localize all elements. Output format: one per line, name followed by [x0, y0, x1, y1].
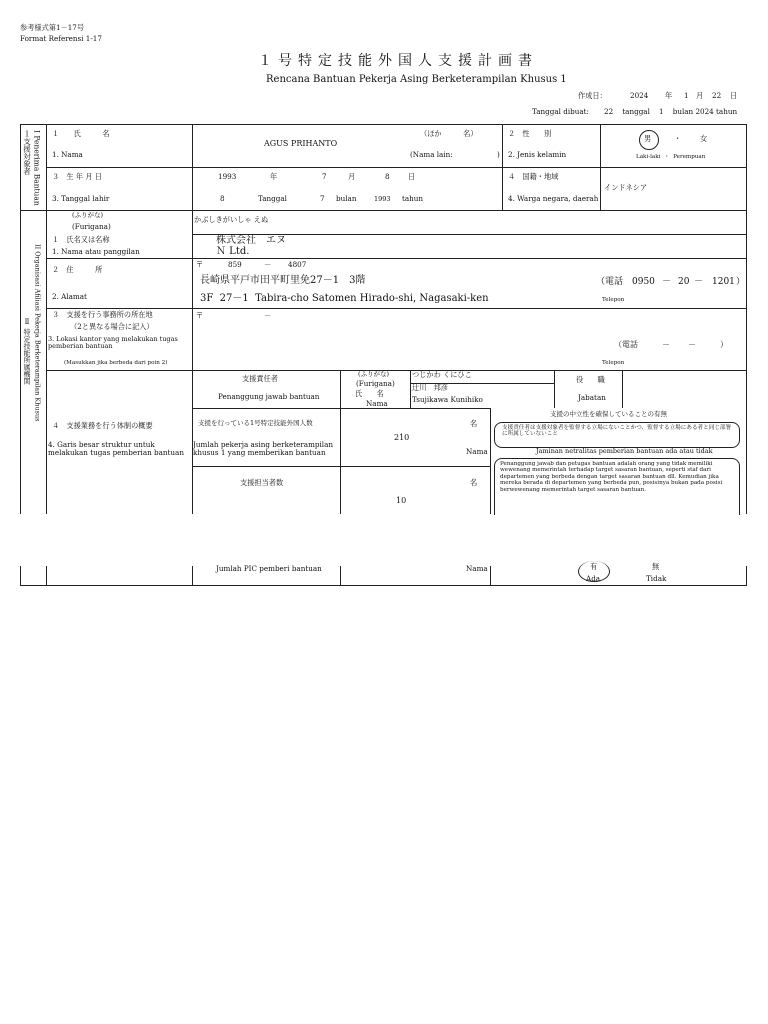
office-label-id: 3. Lokasi kantor yang melakukan tugas pemberian bantuan	[48, 335, 178, 351]
org-name-value-jp: 株式会社 エヌ	[216, 235, 286, 246]
page-title-jp: １号特定技能外国人支援計画書	[258, 53, 538, 69]
office-tel-open: （電話	[614, 340, 638, 349]
count-unit-id: Nama	[466, 447, 488, 456]
form-ref-jp: 参考様式第1－17号	[20, 23, 85, 32]
tel-part-3: 1201	[712, 277, 735, 287]
responsible-label-jp: 支援責任者	[242, 374, 278, 383]
org-furigana-label-jp: (ふりがな)	[72, 211, 104, 219]
office-tel-dash-1: －	[662, 340, 670, 349]
resp-furigana-value: つじかわ くにひこ	[412, 370, 472, 379]
nationality-label-jp: ４ 国籍・地域	[508, 172, 559, 181]
position-label-id: Jabatan	[578, 393, 606, 402]
dob-tanggal: Tanggal	[258, 194, 287, 203]
postal-code-1: 859	[228, 260, 242, 269]
section-2-label-id: II Organisasi Afiliasi Pekerja Berketerampilan Khusus	[33, 244, 42, 422]
office-postal-mark: 〒	[196, 311, 204, 320]
postal-dash: －	[264, 260, 272, 269]
sex-female-option: 女	[700, 134, 708, 143]
pic-label-id: Jumlah PIC pemberi bantuan	[216, 564, 322, 573]
resp-name-en: Tsujikawa Kunihiko	[412, 395, 483, 404]
responsible-label-id: Penanggung jawab bantuan	[218, 392, 320, 401]
alias-label-jp: （ほか 名）	[420, 129, 478, 138]
nationality-label-id: 4. Warga negara, daerah	[508, 194, 599, 203]
office-note-id: (Masukkan jika berbeda dari poin 2)	[64, 360, 168, 366]
sex-male-option: 男	[644, 134, 652, 143]
name-label-jp: １ 氏 名	[52, 129, 110, 138]
neutrality-yes-jp: 有	[590, 562, 598, 571]
section-2-label-jp: Ⅱ 特定技能所属機関	[23, 318, 31, 385]
created-year: 2024	[630, 91, 649, 100]
pic-unit-jp: 名	[470, 478, 478, 487]
structure-label-id: 4. Garis besar struktur untuk melakukan tugas pemberian bantuan	[48, 440, 184, 458]
org-name-label-id: 1. Nama atau panggilan	[52, 247, 140, 256]
page-title-id: Rencana Bantuan Pekerja Asing Berketerampilan Khusus 1	[266, 74, 567, 85]
alias-label-id: (Nama lain:	[410, 150, 453, 159]
neutrality-no-id: Tidak	[646, 574, 667, 583]
postal-mark: 〒	[196, 260, 204, 269]
sex-separator: ・	[674, 134, 682, 143]
dob-bulan: bulan	[336, 194, 357, 203]
person-name-value: AGUS PRIHANTO	[264, 139, 338, 148]
dob-day: 8	[385, 172, 390, 181]
nationality-value: インドネシア	[604, 183, 648, 192]
alias-close: )	[497, 150, 500, 159]
position-label-jp: 役 職	[576, 375, 605, 384]
dob-unit-tsuki: 月	[348, 172, 356, 181]
created-label-id: Tanggal dibuat:	[532, 107, 589, 116]
org-address-label-jp: ２ 住 所	[52, 265, 103, 274]
created-day: 22	[712, 91, 722, 100]
created-line-id: 22 tanggal 1 bulan 2024 tahun	[604, 107, 738, 116]
count-value: 210	[394, 433, 410, 442]
name-label-id: 1. Nama	[52, 150, 83, 159]
resp-name-label-id: Nama	[366, 399, 388, 408]
org-name-value-en: Ｎ Ltd.	[216, 246, 250, 257]
postal-code-2: 4807	[288, 260, 307, 269]
form-ref-id: Format Referensi 1-17	[20, 34, 102, 43]
section-1-label-jp: １支援対象者	[22, 130, 32, 175]
sex-options-id: Laki-laki ・ Perempuan	[636, 154, 706, 160]
neutrality-no-jp: 無	[652, 562, 660, 571]
created-label-jp: 作成日：	[578, 91, 607, 100]
created-month: 1	[684, 91, 689, 100]
count-label-id: Jumlah pekerja asing berketerampilan khusus 1 yang memberikan bantuan	[193, 440, 333, 458]
dob-label-jp: ３ 生 年 月 日	[52, 172, 102, 181]
pic-value: 10	[396, 496, 407, 505]
office-telepon-label: Telepon	[602, 360, 625, 366]
dob-month: 7	[322, 172, 327, 181]
resp-name-label-jp: 氏 名	[355, 389, 384, 398]
sex-label-id: 2. Jenis kelamin	[508, 150, 567, 159]
neutrality-note-jp: 支援責任者は支援対象者を監督する立場にないことかつ、監督する立場にある者と同じ部署に所属していないこと	[502, 425, 732, 438]
org-name-label-jp: １ 氏名又は名称	[52, 235, 110, 244]
dob-label-id: 3. Tanggal lahir	[52, 194, 110, 203]
neutrality-desc-id: Penanggung jawab dan petugas bantuan adalah orang yang tidak memiliki wewenang memerintah terhadap target sasaran bantuan, seperti staf dari departemen yang berbeda dengan target sasaran bantuan dll. Kemudian jika mereka berada di departemen yang berbeda pun, posisinya bukan pada posisi berwewenang memerintah target sasaran bantuan.	[500, 461, 723, 493]
count-label-jp: 支援を行っている1号特定技能外国人数	[198, 419, 313, 427]
org-address-jp: 長崎県平戸市田平町里免27－1 3階	[200, 275, 366, 286]
neutrality-label-id: Jaminan netralitas pemberian bantuan ada atau tidak	[536, 447, 713, 455]
dob-unit-nen: 年	[270, 172, 278, 181]
tel-dash-1: －	[662, 277, 672, 287]
org-furigana-label-id: (Furigana)	[72, 222, 111, 231]
org-address-label-id: 2. Alamat	[52, 292, 87, 301]
neutrality-yes-id: Ada	[586, 574, 601, 583]
dob-year-id: 1993	[374, 195, 391, 203]
unit-hi: 日	[730, 91, 738, 100]
tel-open: （電話	[596, 277, 624, 287]
telepon-label: Telepon	[602, 297, 625, 303]
tel-part-2: 20	[678, 277, 690, 287]
count-unit-jp: 名	[470, 419, 478, 428]
office-postal-dash: －	[264, 311, 272, 320]
resp-name-jp: 辻川 邦彦	[412, 383, 448, 392]
unit-nen: 年	[665, 91, 673, 100]
tel-dash-2: －	[694, 277, 704, 287]
dob-month-id: 7	[320, 194, 325, 203]
dob-year: 1993	[218, 172, 237, 181]
org-furigana-value: かぶしきがいしゃ えぬ	[194, 215, 269, 224]
office-tel-dash-2: －	[688, 340, 696, 349]
pic-unit-id: Nama	[466, 564, 488, 573]
neutrality-label-jp: 支援の中立性を確保していることの有無	[550, 410, 667, 418]
office-tel-close: ）	[720, 340, 728, 349]
resp-furigana-label-jp: (ふりがな)	[358, 370, 390, 378]
structure-label-jp: ４ 支援業務を行う体制の概要	[52, 421, 153, 430]
unit-tsuki: 月	[696, 91, 704, 100]
dob-day-id: 8	[220, 194, 225, 203]
office-label-jp-2: （2と異なる場合に記入）	[70, 322, 154, 331]
office-label-jp-1: ３ 支援を行う事務所の所在地	[52, 310, 153, 319]
section-1-label-id: I Penerima Bantuan	[32, 130, 42, 206]
pic-label-jp: 支援担当者数	[240, 478, 284, 487]
tel-close: ）	[736, 277, 746, 287]
tel-part-1: 0950	[632, 277, 655, 287]
org-address-en: 3F 27－1 Tabira-cho Satomen Hirado-shi, Nagasaki-ken	[200, 293, 489, 304]
dob-tahun: tahun	[402, 194, 424, 203]
sex-label-jp: ２ 性 別	[508, 129, 552, 138]
resp-furigana-label-id: (Furigana)	[356, 379, 395, 388]
dob-unit-hi: 日	[408, 172, 416, 181]
